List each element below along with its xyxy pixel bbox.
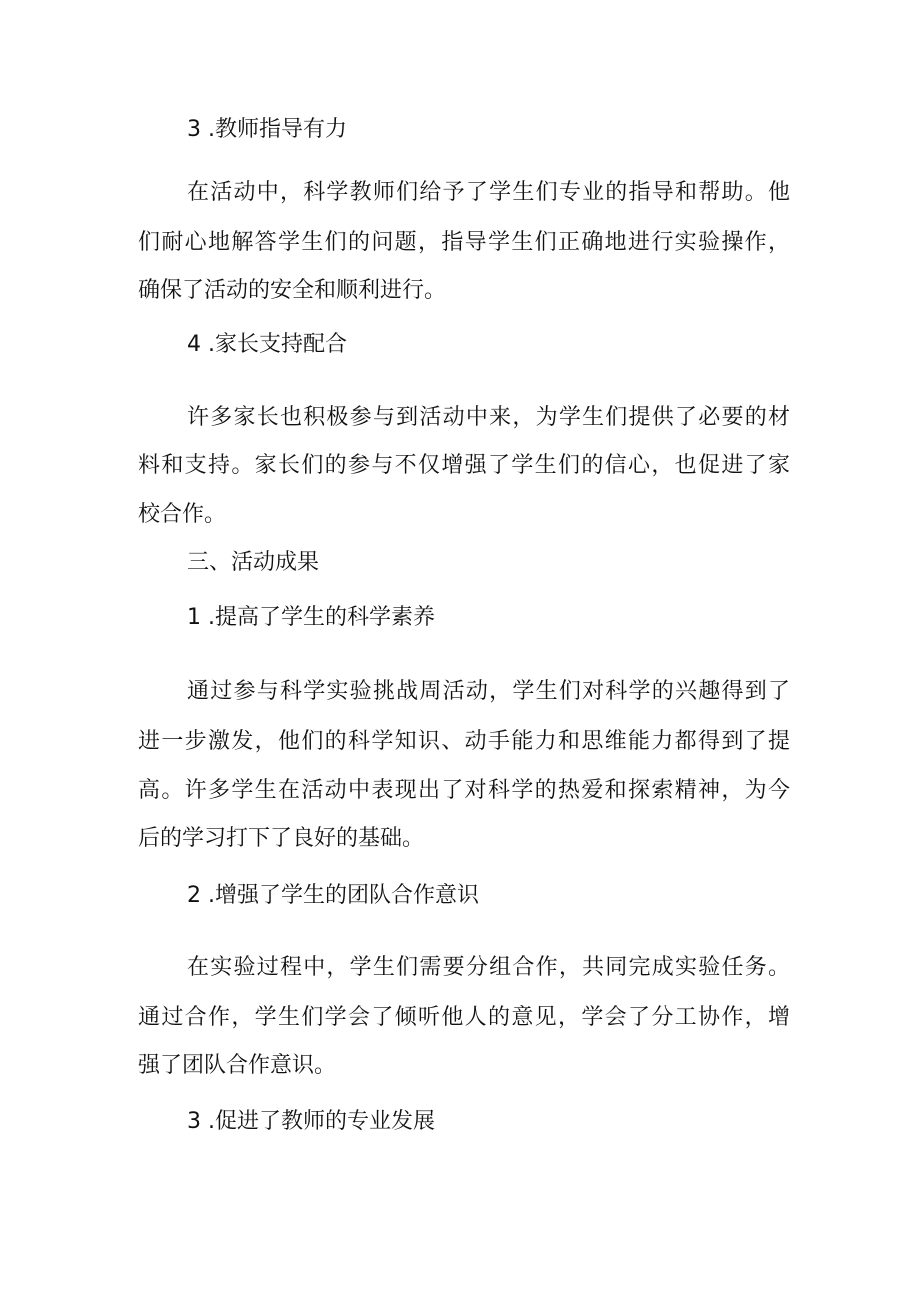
paragraph-line: 通过合作，学生们学会了倾听他人的意见，学会了分工协作，增 <box>138 1005 790 1030</box>
paragraph-line: 料和支持。家长们的参与不仅增强了学生们的信心，也促进了家 <box>138 453 790 478</box>
paragraph-line: 在活动中，科学教师们给予了学生们专业的指导和帮助。他 <box>187 180 790 205</box>
section-heading-results: 三、活动成果 <box>187 550 320 575</box>
paragraph-line: 们耐心地解答学生们的问题，指导学生们正确地进行实验操作， <box>138 230 790 255</box>
paragraph-line: 确保了活动的安全和顺利进行。 <box>138 278 447 303</box>
paragraph-line: 校合作。 <box>138 502 227 527</box>
paragraph-line: 强了团队合作意识。 <box>138 1053 337 1078</box>
paragraph-line: 进一步激发，他们的科学知识、动手能力和思维能力都得到了提 <box>138 729 790 754</box>
paragraph-line: 在实验过程中，学生们需要分组合作，共同完成实验任务。 <box>187 955 790 980</box>
subheading-teacher-guidance: 3 .教师指导有力 <box>187 117 347 142</box>
paragraph-line: 通过参与科学实验挑战周活动，学生们对科学的兴趣得到了 <box>187 679 790 704</box>
subheading-teacher-development: 3 .促进了教师的专业发展 <box>187 1109 435 1134</box>
subheading-teamwork: 2 .增强了学生的团队合作意识 <box>187 883 479 908</box>
subheading-science-literacy: 1 .提高了学生的科学素养 <box>187 605 435 630</box>
paragraph-line: 后的学习打下了良好的基础。 <box>138 826 425 851</box>
subheading-parent-support: 4 .家长支持配合 <box>187 332 347 357</box>
paragraph-line: 许多家长也积极参与到活动中来，为学生们提供了必要的材 <box>187 405 790 430</box>
paragraph-line: 高。许多学生在活动中表现出了对科学的热爱和探索精神，为今 <box>138 778 790 803</box>
